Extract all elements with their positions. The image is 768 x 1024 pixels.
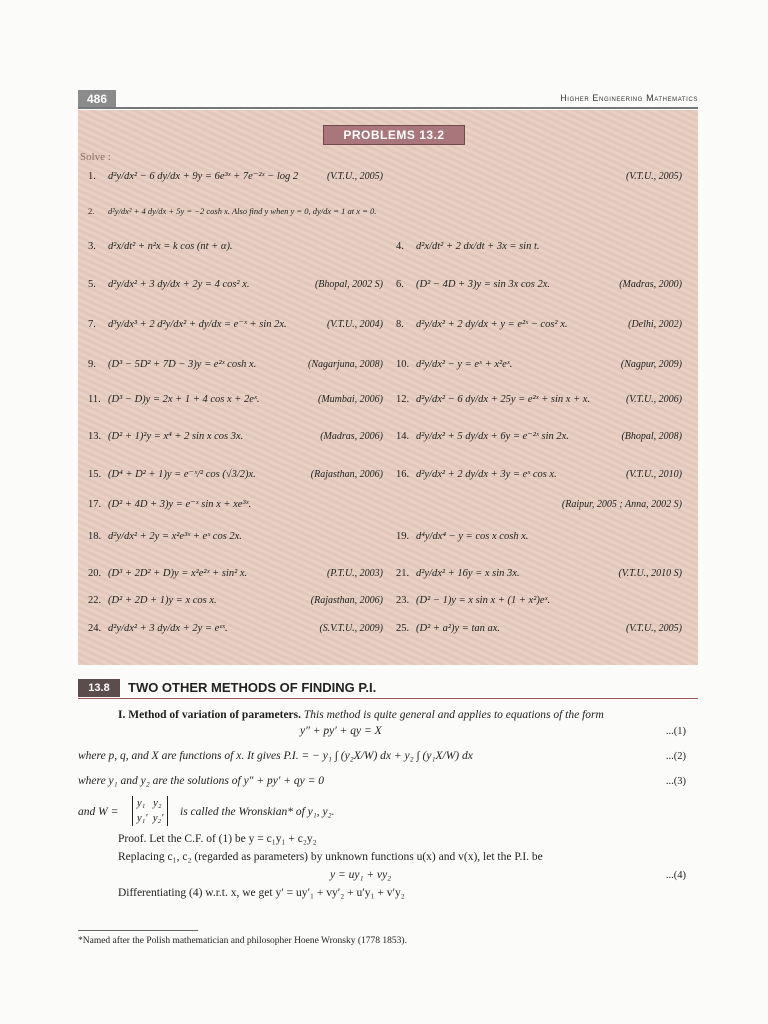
footnote-rule (78, 930, 198, 931)
problem-equation: d²y/dx² + 4 dy/dx + 5y = −2 cosh x. Also find y when y = 0, dy/dx = 1 at x = 0. (108, 206, 377, 216)
left-problem (88, 622, 228, 636)
replacing-line: Replacing c₁, c₂ (regarded as parameters) by unknown functions u(x) and v(x), let the P.I. be (118, 851, 543, 863)
problem-equation: d²y/dx² + 3 dy/dx + 2y = eᵉˣ. (108, 623, 228, 634)
problem-equation: (D² + 1)²y = x⁴ + 2 sin x cos 3x. (108, 431, 244, 442)
wronskian-row-1: y₁ y₂ (137, 798, 162, 809)
problem-equation: d²x/dt² + n²x = k cos (nt + α). (108, 241, 233, 252)
right-problem (396, 530, 528, 544)
problem-number: 10. (396, 359, 410, 370)
problem-number: 25. (396, 623, 410, 634)
problem-number: 15. (88, 469, 102, 480)
problem-number: 24. (88, 623, 102, 634)
equation-3-number: ...(3) (665, 776, 686, 787)
right-problem (396, 358, 512, 372)
problem-reference: (S.V.T.U., 2009) (319, 623, 383, 634)
problem-number: 17. (88, 499, 102, 510)
equation-1: y″ + py′ + qy = X (300, 725, 382, 737)
left-problem (88, 567, 247, 581)
problem-reference: (Rajasthan, 2006) (310, 595, 383, 606)
right-problem (396, 498, 416, 512)
problem-equation: (D² + 2D + 1)y = x cos x. (108, 595, 217, 606)
differentiating-line: Differentiating (4) w.r.t. x, we get y′ = uy′₁ + vy′₂ + u′y₁ + v′y₂ (118, 887, 405, 899)
problem-equation: (D² + a²)y = tan ax. (416, 623, 501, 634)
problem-number: 16. (396, 469, 410, 480)
problem-equation: (D² + 4D + 3)y = e⁻ˣ sin x + xe³ˣ. (108, 499, 252, 510)
problem-equation: (D³ − 5D² + 7D − 3)y = e²ˣ cosh x. (108, 359, 257, 370)
left-problem (88, 240, 233, 254)
problem-reference: (Bhopal, 2008) (621, 431, 682, 442)
problem-reference: (Nagpur, 2009) (620, 359, 682, 370)
problem-reference: (V.T.U., 2010) (625, 469, 682, 480)
right-problem (396, 430, 569, 444)
problem-number: 6. (396, 279, 404, 290)
problem-reference: (Nagarjuna, 2008) (308, 359, 383, 370)
problem-number: 23. (396, 595, 410, 606)
equation-1-number: ...(1) (665, 726, 686, 737)
problem-equation: (D³ + 2D² + D)y = x²e²ˣ + sin² x. (108, 568, 248, 579)
right-problem (396, 622, 500, 636)
problem-equation: d²y/dx² − 6 dy/dx + 9y = 6e³ˣ + 7e⁻²ˣ − log 2 (108, 171, 299, 182)
left-problem (88, 170, 298, 184)
right-problem (396, 170, 416, 184)
page-number: 486 (78, 90, 116, 108)
solutions-line: where y₁ and y₂ are the solutions of y″ + py′ + qy = 0 (78, 775, 324, 787)
problem-equation: (D² − 1)y = x sin x + (1 + x²)eˣ. (416, 595, 551, 606)
right-problem (396, 278, 550, 292)
section-heading (78, 678, 698, 699)
equation-4: y = uy₁ + vy₂ (330, 869, 392, 881)
page-header (78, 90, 698, 108)
method-line (118, 708, 604, 723)
problem-equation: d²y/dx² + 2 dy/dx + y = e²ˣ − cos² x. (416, 319, 568, 330)
problem-number: 12. (396, 394, 410, 405)
problem-equation: d²y/dx² − y = eˣ + x²eˣ. (416, 359, 513, 370)
problem-reference: (V.T.U., 2005) (326, 171, 383, 182)
method-description: This method is quite general and applies to equations of the form (301, 709, 604, 721)
problem-equation: d²x/dt² + 2 dx/dt + 3x = sin t. (416, 241, 540, 252)
problem-reference: (Raipur, 2005 ; Anna, 2002 S) (561, 499, 682, 510)
problem-equation: d²y/dx² + 2y = x²e³ˣ + eˣ cos 2x. (108, 531, 242, 542)
header-rule (78, 107, 698, 109)
problem-reference: (Mumbai, 2006) (318, 394, 383, 405)
left-problem (88, 498, 251, 512)
problem-equation: (D⁴ + D² + 1)y = e⁻ˣ/² cos (√3/2)x. (108, 469, 256, 480)
right-problem (396, 240, 540, 254)
left-problem (88, 204, 376, 218)
left-problem (88, 468, 256, 482)
left-problem (88, 278, 250, 292)
problem-number: 11. (88, 394, 101, 405)
book-title: Higher Engineering Mathematics (560, 93, 698, 103)
right-problem (396, 594, 550, 608)
problem-number: 1. (88, 171, 96, 182)
left-problem (88, 318, 287, 332)
right-problem (396, 567, 520, 581)
problem-number: 7. (88, 319, 96, 330)
problem-number: 2. (88, 206, 95, 216)
problem-equation: d²y/dx² + 2 dy/dx + 3y = eˣ cos x. (416, 469, 557, 480)
problem-number: 4. (396, 241, 404, 252)
problem-number: 3. (88, 241, 96, 252)
right-problem (396, 393, 590, 407)
left-problem (88, 358, 256, 372)
wronskian-label: and W = (78, 806, 119, 818)
problem-equation: (D² − 4D + 3)y = sin 3x cos 2x. (416, 279, 551, 290)
section-number: 13.8 (78, 679, 120, 697)
problem-equation: d²y/dx² + 16y = x sin 3x. (416, 568, 520, 579)
wronskian-row-2: y₁′ y₂′ (137, 813, 164, 824)
problem-number: 21. (396, 568, 410, 579)
problem-reference: (P.T.U., 2003) (326, 568, 383, 579)
equation-4-number: ...(4) (665, 870, 686, 881)
proof-line: Proof. Let the C.F. of (1) be y = c₁y₁ + c₂y₂ (118, 833, 317, 845)
problem-equation: d²y/dx² + 3 dy/dx + 2y = 4 cos² x. (108, 279, 250, 290)
left-problem (88, 393, 259, 407)
left-problem (88, 530, 242, 544)
pi-formula-line: where p, q, and X are functions of x. It gives P.I. = − y₁ ∫ (y₂X/W) dx + y₂ ∫ (y₁X/W) dx (78, 750, 473, 762)
left-problem (88, 594, 217, 608)
problem-number: 20. (88, 568, 102, 579)
problem-equation: d⁴y/dx⁴ − y = cos x cosh x. (416, 531, 529, 542)
problem-number: 5. (88, 279, 96, 290)
solve-label: Solve : (80, 151, 111, 163)
problem-equation: d²y/dx² − 6 dy/dx + 25y = e²ˣ + sin x + x. (416, 394, 591, 405)
problem-reference: (Delhi, 2002) (628, 319, 682, 330)
problem-number: 22. (88, 595, 102, 606)
problem-reference: (Madras, 2006) (320, 431, 383, 442)
problem-reference: (V.T.U., 2004) (326, 319, 383, 330)
problem-number: 13. (88, 431, 102, 442)
problem-reference: (V.T.U., 2005) (625, 171, 682, 182)
problem-equation: d³y/dx³ + 2 d²y/dx² + dy/dx = e⁻ˣ + sin 2x. (108, 319, 287, 330)
wronskian-description: is called the Wronskian* of y₁, y₂. (180, 806, 335, 818)
problem-number: 14. (396, 431, 410, 442)
problem-reference: (V.T.U., 2005) (625, 623, 682, 634)
right-problem (396, 318, 567, 332)
problem-reference: (Madras, 2000) (619, 279, 682, 290)
problems-box (78, 110, 698, 665)
right-problem (396, 468, 557, 482)
method-heading: I. Method of variation of parameters. (118, 709, 302, 721)
problem-reference: (V.T.U., 2006) (625, 394, 682, 405)
wronskian-determinant (132, 796, 168, 826)
footnote: *Named after the Polish mathematician and philosopher Hoene Wronsky (1778 1853). (78, 936, 407, 946)
problem-reference: (Bhopal, 2002 S) (314, 279, 383, 290)
problem-equation: d²y/dx² + 5 dy/dx + 6y = e⁻²ˣ sin 2x. (416, 431, 569, 442)
problem-number: 9. (88, 359, 96, 370)
equation-2-number: ...(2) (665, 751, 686, 762)
problem-reference: (V.T.U., 2010 S) (618, 568, 682, 579)
problem-number: 19. (396, 531, 410, 542)
problem-number: 18. (88, 531, 102, 542)
problem-reference: (Rajasthan, 2006) (310, 469, 383, 480)
section-title: TWO OTHER METHODS OF FINDING P.I. (128, 680, 377, 695)
problems-title: PROBLEMS 13.2 (323, 125, 465, 145)
left-problem (88, 430, 243, 444)
problem-number: 8. (396, 319, 404, 330)
problem-equation: (D³ − D)y = 2x + 1 + 4 cos x + 2eˣ. (108, 394, 260, 405)
